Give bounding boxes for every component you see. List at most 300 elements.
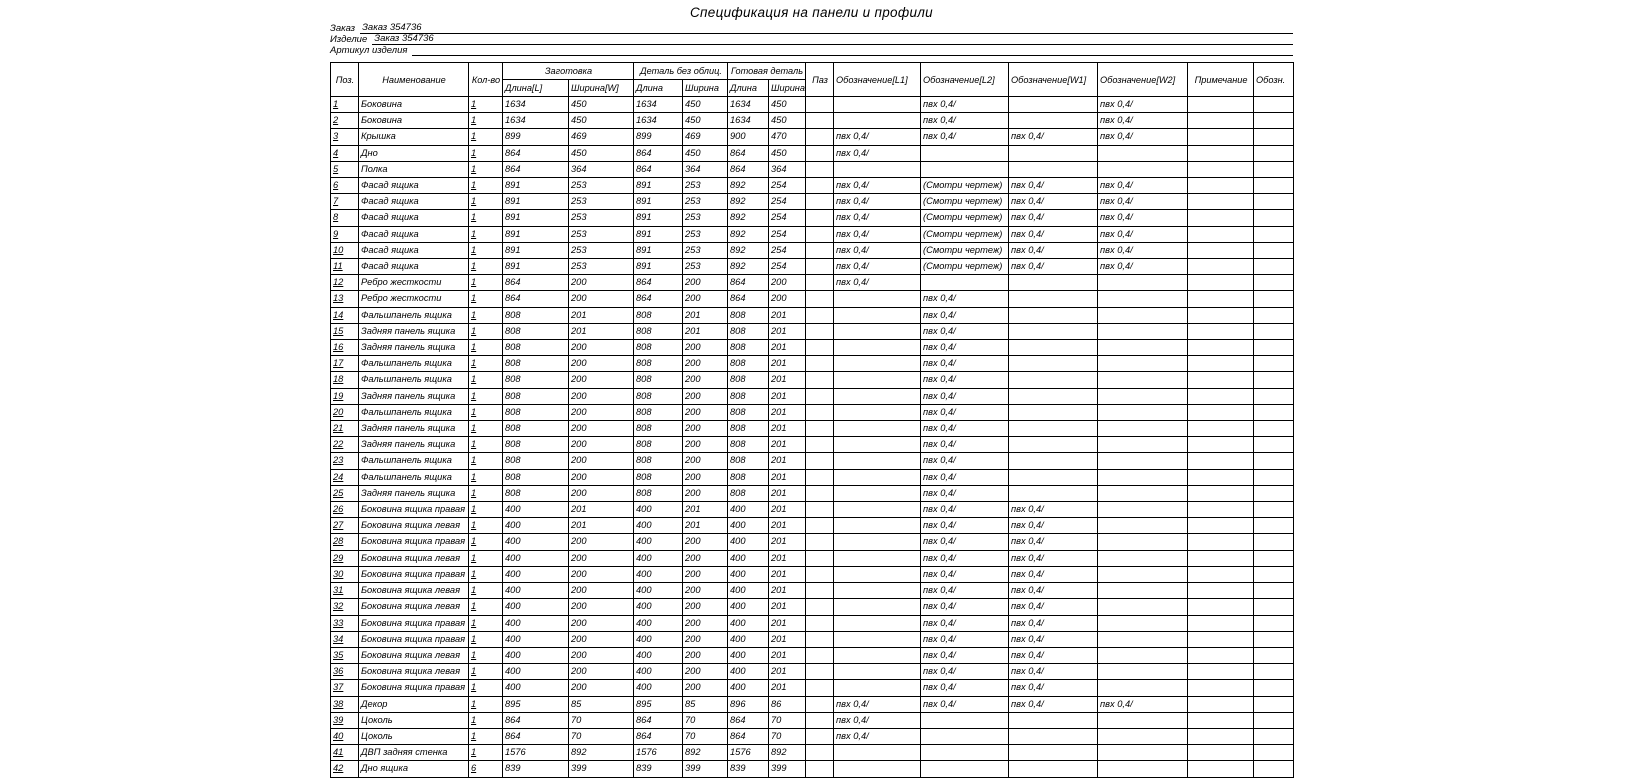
cell-zag_l: 895 <box>503 696 569 712</box>
cell-got_l: 400 <box>728 615 769 631</box>
cell-poz[interactable]: 25 <box>331 485 359 501</box>
cell-poz[interactable]: 9 <box>331 226 359 242</box>
cell-poz[interactable]: 6 <box>331 178 359 194</box>
cell-qty[interactable]: 1 <box>469 226 503 242</box>
cell-qty[interactable]: 1 <box>469 647 503 663</box>
cell-note <box>1188 469 1254 485</box>
cell-det_l: 808 <box>634 323 683 339</box>
cell-w2 <box>1098 518 1188 534</box>
table-row <box>331 161 1294 177</box>
cell-poz[interactable]: 40 <box>331 728 359 744</box>
cell-zag_w: 201 <box>569 323 634 339</box>
cell-qty[interactable]: 1 <box>469 210 503 226</box>
cell-w2 <box>1098 356 1188 372</box>
cell-qty[interactable]: 1 <box>469 113 503 129</box>
cell-qty[interactable]: 1 <box>469 728 503 744</box>
cell-w1: пвх 0,4/ <box>1009 129 1098 145</box>
cell-det_l: 808 <box>634 388 683 404</box>
cell-l2 <box>921 275 1009 291</box>
cell-oboz <box>1254 534 1294 550</box>
cell-l2: пвх 0,4/ <box>921 291 1009 307</box>
cell-qty[interactable]: 1 <box>469 518 503 534</box>
cell-l1 <box>834 340 921 356</box>
cell-got_w: 364 <box>769 161 806 177</box>
cell-zag_w: 364 <box>569 161 634 177</box>
cell-got_l: 864 <box>728 161 769 177</box>
cell-got_l: 900 <box>728 129 769 145</box>
cell-w2 <box>1098 453 1188 469</box>
cell-det_l: 400 <box>634 518 683 534</box>
col-header-mark: Обозн. <box>1254 63 1294 97</box>
cell-poz[interactable]: 15 <box>331 323 359 339</box>
cell-det_l: 400 <box>634 566 683 582</box>
cell-det_w: 200 <box>683 485 728 501</box>
cell-l1: пвх 0,4/ <box>834 210 921 226</box>
cell-name: Боковина ящика правая <box>359 566 469 582</box>
cell-poz[interactable]: 31 <box>331 583 359 599</box>
cell-w1 <box>1009 745 1098 761</box>
cell-w1: пвх 0,4/ <box>1009 178 1098 194</box>
cell-zag_w: 450 <box>569 145 634 161</box>
cell-qty[interactable]: 1 <box>469 631 503 647</box>
cell-zag_w: 200 <box>569 599 634 615</box>
cell-zag_l: 400 <box>503 664 569 680</box>
cell-l2: пвх 0,4/ <box>921 599 1009 615</box>
cell-qty[interactable]: 1 <box>469 469 503 485</box>
cell-poz[interactable]: 41 <box>331 745 359 761</box>
cell-paz <box>806 664 834 680</box>
cell-got_l: 808 <box>728 356 769 372</box>
cell-paz <box>806 259 834 275</box>
cell-got_l: 808 <box>728 485 769 501</box>
cell-got_l: 400 <box>728 534 769 550</box>
table-row <box>331 226 1294 242</box>
cell-note <box>1188 421 1254 437</box>
cell-note <box>1188 453 1254 469</box>
cell-qty[interactable]: 1 <box>469 599 503 615</box>
cell-qty[interactable]: 1 <box>469 161 503 177</box>
cell-poz[interactable]: 29 <box>331 550 359 566</box>
cell-name: Фасад ящика <box>359 194 469 210</box>
table-row <box>331 615 1294 631</box>
cell-det_l: 864 <box>634 161 683 177</box>
table-row <box>331 437 1294 453</box>
cell-zag_l: 400 <box>503 583 569 599</box>
table-row <box>331 404 1294 420</box>
cell-name: Боковина ящика левая <box>359 647 469 663</box>
cell-det_l: 400 <box>634 664 683 680</box>
cell-l2 <box>921 761 1009 777</box>
table-row <box>331 259 1294 275</box>
cell-det_l: 891 <box>634 259 683 275</box>
cell-w2: пвх 0,4/ <box>1098 242 1188 258</box>
col-header-raw-length: Длина <box>634 80 683 97</box>
cell-poz[interactable]: 13 <box>331 291 359 307</box>
cell-w2 <box>1098 647 1188 663</box>
cell-poz[interactable]: 36 <box>331 664 359 680</box>
cell-poz[interactable]: 33 <box>331 615 359 631</box>
cell-qty[interactable]: 1 <box>469 242 503 258</box>
cell-w2 <box>1098 534 1188 550</box>
cell-note <box>1188 356 1254 372</box>
cell-det_w: 200 <box>683 421 728 437</box>
cell-zag_w: 200 <box>569 647 634 663</box>
cell-oboz <box>1254 712 1294 728</box>
cell-got_w: 201 <box>769 485 806 501</box>
cell-w1: пвх 0,4/ <box>1009 696 1098 712</box>
cell-qty[interactable]: 1 <box>469 437 503 453</box>
cell-w1 <box>1009 356 1098 372</box>
cell-poz[interactable]: 20 <box>331 404 359 420</box>
cell-zag_l: 808 <box>503 388 569 404</box>
cell-got_w: 201 <box>769 502 806 518</box>
cell-oboz <box>1254 469 1294 485</box>
cell-w1: пвх 0,4/ <box>1009 518 1098 534</box>
cell-qty[interactable]: 1 <box>469 485 503 501</box>
cell-poz[interactable]: 28 <box>331 534 359 550</box>
cell-qty[interactable]: 1 <box>469 307 503 323</box>
cell-poz[interactable]: 5 <box>331 161 359 177</box>
cell-det_l: 400 <box>634 615 683 631</box>
col-header-mark-l1: Обозначение[L1] <box>834 63 921 97</box>
cell-qty[interactable]: 1 <box>469 194 503 210</box>
cell-det_l: 808 <box>634 469 683 485</box>
form-line-article <box>330 45 1293 56</box>
cell-got_l: 892 <box>728 194 769 210</box>
cell-oboz <box>1254 113 1294 129</box>
cell-det_l: 891 <box>634 210 683 226</box>
cell-zag_l: 808 <box>503 356 569 372</box>
cell-det_l: 400 <box>634 502 683 518</box>
cell-w2 <box>1098 437 1188 453</box>
cell-name: Фальшпанель ящика <box>359 372 469 388</box>
cell-poz[interactable]: 39 <box>331 712 359 728</box>
cell-qty[interactable]: 1 <box>469 421 503 437</box>
cell-paz <box>806 372 834 388</box>
cell-note <box>1188 340 1254 356</box>
cell-w1: пвх 0,4/ <box>1009 550 1098 566</box>
cell-det_w: 200 <box>683 566 728 582</box>
cell-qty[interactable]: 1 <box>469 404 503 420</box>
cell-note <box>1188 161 1254 177</box>
cell-oboz <box>1254 178 1294 194</box>
cell-poz[interactable]: 34 <box>331 631 359 647</box>
cell-qty[interactable]: 1 <box>469 566 503 582</box>
cell-got_w: 201 <box>769 453 806 469</box>
cell-oboz <box>1254 696 1294 712</box>
cell-det_l: 891 <box>634 178 683 194</box>
cell-qty[interactable]: 1 <box>469 534 503 550</box>
cell-poz[interactable]: 11 <box>331 259 359 275</box>
cell-poz[interactable]: 18 <box>331 372 359 388</box>
cell-zag_l: 400 <box>503 631 569 647</box>
cell-paz <box>806 550 834 566</box>
cell-got_w: 254 <box>769 226 806 242</box>
cell-det_w: 450 <box>683 97 728 113</box>
cell-note <box>1188 502 1254 518</box>
cell-det_w: 253 <box>683 178 728 194</box>
cell-qty[interactable]: 1 <box>469 712 503 728</box>
cell-poz[interactable]: 42 <box>331 761 359 777</box>
cell-l1: пвх 0,4/ <box>834 129 921 145</box>
cell-paz <box>806 696 834 712</box>
cell-zag_l: 808 <box>503 307 569 323</box>
cell-poz[interactable]: 37 <box>331 680 359 696</box>
cell-note <box>1188 372 1254 388</box>
cell-w1 <box>1009 372 1098 388</box>
cell-det_w: 200 <box>683 550 728 566</box>
cell-zag_w: 201 <box>569 502 634 518</box>
cell-zag_w: 200 <box>569 404 634 420</box>
cell-qty[interactable]: 6 <box>469 761 503 777</box>
cell-qty[interactable]: 1 <box>469 323 503 339</box>
cell-qty[interactable]: 1 <box>469 291 503 307</box>
cell-l1 <box>834 356 921 372</box>
cell-qty[interactable]: 1 <box>469 340 503 356</box>
cell-name: Полка <box>359 161 469 177</box>
cell-poz[interactable]: 19 <box>331 388 359 404</box>
cell-l2: пвх 0,4/ <box>921 388 1009 404</box>
cell-det_w: 892 <box>683 745 728 761</box>
cell-got_l: 1634 <box>728 113 769 129</box>
cell-det_w: 201 <box>683 518 728 534</box>
cell-det_l: 400 <box>634 534 683 550</box>
cell-poz[interactable]: 22 <box>331 437 359 453</box>
cell-qty[interactable]: 1 <box>469 97 503 113</box>
cell-qty[interactable]: 1 <box>469 615 503 631</box>
cell-got_w: 470 <box>769 129 806 145</box>
cell-paz <box>806 145 834 161</box>
table-row <box>331 307 1294 323</box>
cell-oboz <box>1254 226 1294 242</box>
cell-poz[interactable]: 3 <box>331 129 359 145</box>
cell-note <box>1188 696 1254 712</box>
cell-poz[interactable]: 23 <box>331 453 359 469</box>
cell-det_w: 200 <box>683 291 728 307</box>
cell-l1 <box>834 113 921 129</box>
cell-det_w: 200 <box>683 437 728 453</box>
table-row <box>331 210 1294 226</box>
cell-got_l: 400 <box>728 550 769 566</box>
cell-name: Боковина ящика правая <box>359 502 469 518</box>
table-row <box>331 502 1294 518</box>
cell-note <box>1188 178 1254 194</box>
table-row <box>331 340 1294 356</box>
cell-zag_l: 400 <box>503 647 569 663</box>
cell-l1 <box>834 485 921 501</box>
cell-qty[interactable]: 1 <box>469 145 503 161</box>
cell-name: Задняя панель ящика <box>359 323 469 339</box>
cell-paz <box>806 728 834 744</box>
cell-name: Задняя панель ящика <box>359 421 469 437</box>
cell-w2: пвх 0,4/ <box>1098 259 1188 275</box>
cell-det_l: 808 <box>634 372 683 388</box>
cell-poz[interactable]: 38 <box>331 696 359 712</box>
cell-qty[interactable]: 1 <box>469 453 503 469</box>
cell-qty[interactable]: 1 <box>469 275 503 291</box>
cell-name: Боковина ящика правая <box>359 534 469 550</box>
cell-got_w: 200 <box>769 275 806 291</box>
cell-poz[interactable]: 1 <box>331 97 359 113</box>
cell-qty[interactable]: 1 <box>469 356 503 372</box>
cell-note <box>1188 728 1254 744</box>
col-header-blank-width: Ширина[W] <box>569 80 634 97</box>
cell-poz[interactable]: 10 <box>331 242 359 258</box>
cell-name: Боковина ящика левая <box>359 599 469 615</box>
cell-note <box>1188 226 1254 242</box>
cell-l1 <box>834 583 921 599</box>
cell-poz[interactable]: 7 <box>331 194 359 210</box>
cell-zag_w: 450 <box>569 113 634 129</box>
cell-l1 <box>834 97 921 113</box>
cell-l1 <box>834 631 921 647</box>
col-header-mark-w2: Обозначение[W2] <box>1098 63 1188 97</box>
cell-qty[interactable]: 1 <box>469 664 503 680</box>
cell-qty[interactable]: 1 <box>469 696 503 712</box>
cell-w1 <box>1009 307 1098 323</box>
cell-qty[interactable]: 1 <box>469 680 503 696</box>
cell-det_w: 200 <box>683 469 728 485</box>
cell-det_w: 200 <box>683 388 728 404</box>
cell-poz[interactable]: 32 <box>331 599 359 615</box>
cell-zag_w: 200 <box>569 356 634 372</box>
cell-got_l: 864 <box>728 145 769 161</box>
cell-oboz <box>1254 680 1294 696</box>
cell-l1: пвх 0,4/ <box>834 259 921 275</box>
cell-note <box>1188 534 1254 550</box>
cell-name: Боковина ящика левая <box>359 664 469 680</box>
cell-got_w: 201 <box>769 340 806 356</box>
article-value-field <box>412 55 1293 56</box>
cell-l2: пвх 0,4/ <box>921 502 1009 518</box>
cell-qty[interactable]: 1 <box>469 372 503 388</box>
cell-poz[interactable]: 35 <box>331 647 359 663</box>
table-row <box>331 728 1294 744</box>
table-row <box>331 421 1294 437</box>
cell-qty[interactable]: 1 <box>469 178 503 194</box>
cell-det_w: 201 <box>683 323 728 339</box>
cell-l2: (Смотри чертеж) <box>921 210 1009 226</box>
cell-oboz <box>1254 145 1294 161</box>
cell-l2: (Смотри чертеж) <box>921 242 1009 258</box>
cell-l2 <box>921 712 1009 728</box>
cell-poz[interactable]: 21 <box>331 421 359 437</box>
cell-got_l: 808 <box>728 421 769 437</box>
cell-det_l: 808 <box>634 404 683 420</box>
cell-oboz <box>1254 340 1294 356</box>
table-row <box>331 469 1294 485</box>
cell-poz[interactable]: 14 <box>331 307 359 323</box>
cell-det_w: 201 <box>683 502 728 518</box>
table-row <box>331 323 1294 339</box>
cell-w1 <box>1009 113 1098 129</box>
cell-poz[interactable]: 30 <box>331 566 359 582</box>
table-row <box>331 566 1294 582</box>
cell-got_l: 896 <box>728 696 769 712</box>
cell-note <box>1188 242 1254 258</box>
cell-det_w: 450 <box>683 113 728 129</box>
cell-det_w: 200 <box>683 631 728 647</box>
cell-name: Цоколь <box>359 728 469 744</box>
cell-w1 <box>1009 712 1098 728</box>
cell-zag_w: 70 <box>569 728 634 744</box>
cell-note <box>1188 485 1254 501</box>
cell-qty[interactable]: 1 <box>469 129 503 145</box>
cell-got_w: 450 <box>769 145 806 161</box>
table-row <box>331 599 1294 615</box>
cell-l1 <box>834 161 921 177</box>
cell-paz <box>806 631 834 647</box>
cell-poz[interactable]: 8 <box>331 210 359 226</box>
cell-qty[interactable]: 1 <box>469 388 503 404</box>
cell-zag_w: 200 <box>569 275 634 291</box>
cell-poz[interactable]: 27 <box>331 518 359 534</box>
table-row <box>331 518 1294 534</box>
cell-qty[interactable]: 1 <box>469 583 503 599</box>
product-value-field: Заказ 354736 <box>372 33 1293 45</box>
col-header-mark-l2: Обозначение[L2] <box>921 63 1009 97</box>
cell-l2: пвх 0,4/ <box>921 323 1009 339</box>
cell-qty[interactable]: 1 <box>469 550 503 566</box>
cell-zag_l: 864 <box>503 728 569 744</box>
cell-poz[interactable]: 17 <box>331 356 359 372</box>
cell-l2: пвх 0,4/ <box>921 566 1009 582</box>
cell-w2 <box>1098 761 1188 777</box>
cell-name: Фальшпанель ящика <box>359 404 469 420</box>
cell-name: Фальшпанель ящика <box>359 453 469 469</box>
cell-w1 <box>1009 97 1098 113</box>
cell-poz[interactable]: 2 <box>331 113 359 129</box>
cell-paz <box>806 404 834 420</box>
cell-paz <box>806 680 834 696</box>
cell-det_l: 864 <box>634 728 683 744</box>
cell-oboz <box>1254 323 1294 339</box>
cell-qty[interactable]: 1 <box>469 745 503 761</box>
cell-paz <box>806 745 834 761</box>
cell-w1: пвх 0,4/ <box>1009 502 1098 518</box>
cell-qty[interactable]: 1 <box>469 259 503 275</box>
cell-zag_w: 200 <box>569 664 634 680</box>
cell-poz[interactable]: 24 <box>331 469 359 485</box>
cell-paz <box>806 226 834 242</box>
cell-paz <box>806 129 834 145</box>
cell-zag_w: 200 <box>569 550 634 566</box>
col-header-poz: Поз. <box>331 63 359 97</box>
cell-l2: пвх 0,4/ <box>921 437 1009 453</box>
cell-det_l: 895 <box>634 696 683 712</box>
cell-got_w: 201 <box>769 550 806 566</box>
cell-zag_l: 891 <box>503 210 569 226</box>
cell-w2: пвх 0,4/ <box>1098 194 1188 210</box>
cell-zag_l: 808 <box>503 372 569 388</box>
cell-det_w: 200 <box>683 599 728 615</box>
cell-got_l: 808 <box>728 453 769 469</box>
cell-zag_w: 201 <box>569 307 634 323</box>
cell-l1 <box>834 291 921 307</box>
cell-poz[interactable]: 12 <box>331 275 359 291</box>
cell-poz[interactable]: 4 <box>331 145 359 161</box>
cell-name: Ребро жесткости <box>359 291 469 307</box>
cell-qty[interactable]: 1 <box>469 502 503 518</box>
col-header-qty: Кол-во <box>469 63 503 97</box>
cell-poz[interactable]: 26 <box>331 502 359 518</box>
cell-det_l: 899 <box>634 129 683 145</box>
cell-got_l: 864 <box>728 275 769 291</box>
cell-l1 <box>834 388 921 404</box>
cell-got_l: 864 <box>728 728 769 744</box>
cell-got_l: 400 <box>728 502 769 518</box>
cell-poz[interactable]: 16 <box>331 340 359 356</box>
